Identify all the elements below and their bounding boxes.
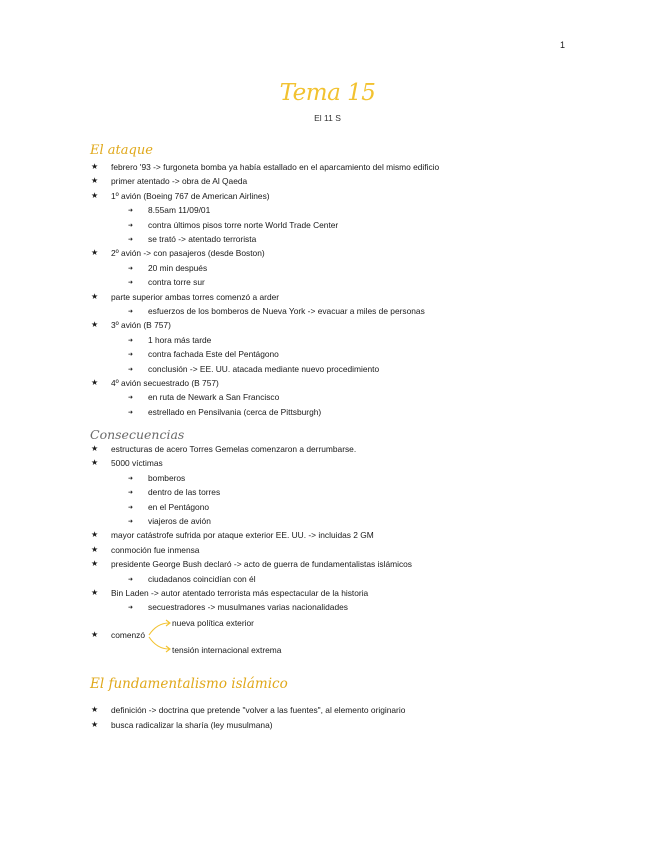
arrow-bullet-icon: ➜ xyxy=(128,237,134,243)
list-item xyxy=(91,162,440,172)
list-item xyxy=(91,176,248,187)
list-item xyxy=(128,602,348,613)
list-item xyxy=(128,487,221,498)
arrow-bullet-icon: ➜ xyxy=(128,475,134,482)
list-item-text: en el Pentágono xyxy=(148,501,210,512)
list-item-text: 20 min después xyxy=(148,262,208,273)
list-item-text: definición -> doctrina que pretende "volver a las fuentes", al elemento originario xyxy=(111,705,406,715)
arrow-bullet-icon: ➜ xyxy=(128,366,134,373)
list-item-text: esfuerzos de los bomberos de Nueva York -> evacuar a miles de personas xyxy=(148,306,425,316)
arrow-bullet-icon: ➜ xyxy=(128,519,134,525)
branch-item xyxy=(91,630,145,640)
section-heading-ataque: El ataque xyxy=(90,143,153,158)
star-bullet-icon: ★ xyxy=(91,705,99,714)
star-bullet-icon: ★ xyxy=(91,248,99,258)
arrow-bullet-icon: ➜ xyxy=(128,605,134,612)
list-item xyxy=(128,349,279,360)
arrow-bullet-icon: ➜ xyxy=(128,208,134,215)
list-item xyxy=(91,320,171,331)
list-item xyxy=(128,219,339,230)
star-bullet-icon: ★ xyxy=(91,630,99,639)
star-bullet-icon: ★ xyxy=(91,588,99,597)
list-item xyxy=(128,205,211,216)
list-item xyxy=(91,190,270,201)
list-item-text: conclusión -> EE. UU. atacada mediante nuevo procedimiento xyxy=(148,363,380,374)
arrow-bullet-icon: ➜ xyxy=(128,337,134,344)
star-bullet-icon: ★ xyxy=(91,176,99,186)
list-item-text: 5000 víctimas xyxy=(111,458,163,469)
page-number: 1 xyxy=(559,40,565,50)
list-item xyxy=(91,248,265,259)
page-subtitle: El 11 S xyxy=(314,113,341,123)
list-item xyxy=(128,334,212,345)
list-item-text: mayor catástrofe sufrida por ataque exterior EE. UU. -> incluidas 2 GM xyxy=(111,530,374,541)
list-item xyxy=(128,277,205,288)
list-item-text: conmoción fue inmensa xyxy=(111,544,200,555)
list-item-text: dentro de las torres xyxy=(148,487,221,498)
list-item xyxy=(91,291,280,302)
list-item xyxy=(128,306,425,316)
section-heading-fundamentalismo: El fundamentalismo islámico xyxy=(90,676,288,692)
arrow-bullet-icon: ➜ xyxy=(128,309,134,315)
list-item-text: contra fachada Este del Pentágono xyxy=(148,349,279,360)
list-item-text: parte superior ambas torres comenzó a arder xyxy=(111,291,280,302)
arrow-bullet-icon: ➜ xyxy=(128,576,134,583)
arrow-bullet-icon: ➜ xyxy=(128,265,134,272)
list-item-text: bomberos xyxy=(148,472,186,483)
list-item xyxy=(91,559,412,570)
list-item xyxy=(128,472,186,483)
arrow-bullet-icon: ➜ xyxy=(128,504,134,511)
list-item xyxy=(91,544,200,555)
section-heading-consecuencias: Consecuencias xyxy=(90,427,185,442)
list-item xyxy=(128,262,208,273)
list-item-text: 3º avión (B 757) xyxy=(111,320,171,331)
list-item-text: en ruta de Newark a San Francisco xyxy=(148,392,280,403)
list-item-text: 8.55am 11/09/01 xyxy=(148,205,211,216)
branch-label: comenzó xyxy=(111,630,145,640)
star-bullet-icon: ★ xyxy=(91,291,99,301)
list-item-text: 1 hora más tarde xyxy=(148,334,212,345)
list-item-text: presidente George Bush declaró -> acto de guerra de fundamentalistas islámicos xyxy=(111,559,412,570)
list-item xyxy=(128,573,256,584)
list-item-text: se trató -> atentado terrorista xyxy=(148,234,257,244)
list-item-text: viajeros de avión xyxy=(148,516,211,526)
list-item xyxy=(91,705,406,715)
star-bullet-icon: ★ xyxy=(91,320,99,330)
arrow-bullet-icon: ➜ xyxy=(128,490,134,497)
list-item xyxy=(128,363,380,374)
star-bullet-icon: ★ xyxy=(91,162,99,171)
star-bullet-icon: ★ xyxy=(91,458,99,468)
list-item xyxy=(128,234,257,244)
star-bullet-icon: ★ xyxy=(91,190,99,200)
arrow-bullet-icon: ➜ xyxy=(128,280,134,287)
star-bullet-icon: ★ xyxy=(91,544,99,554)
page-title: Tema 15 xyxy=(279,80,376,106)
list-item-text: busca radicalizar la sharía (ley musulmana) xyxy=(111,719,273,730)
list-item xyxy=(91,588,369,598)
list-item-text: secuestradores -> musulmanes varias nacionalidades xyxy=(148,602,348,613)
list-item-text: 2º avión -> con pasajeros (desde Boston) xyxy=(111,248,265,259)
list-item-text: Bin Laden -> autor atentado terrorista más espectacular de la historia xyxy=(111,588,369,598)
star-bullet-icon: ★ xyxy=(91,559,99,569)
list-item-text: febrero '93 -> furgoneta bomba ya había estallado en el aparcamiento del mismo edificio xyxy=(111,162,440,172)
list-item xyxy=(91,444,357,454)
list-item-text: primer atentado -> obra de Al Qaeda xyxy=(111,176,248,187)
arrow-bullet-icon: ➜ xyxy=(128,222,134,229)
arrow-bullet-icon: ➜ xyxy=(128,395,134,402)
list-item xyxy=(128,406,322,417)
branch-bottom: tensión internacional extrema xyxy=(172,645,282,655)
list-item xyxy=(128,516,211,526)
list-item xyxy=(128,392,280,403)
list-item-text: contra últimos pisos torre norte World Trade Center xyxy=(148,219,339,230)
list-item-text: 1º avión (Boeing 767 de American Airlines) xyxy=(111,190,270,201)
star-bullet-icon: ★ xyxy=(91,378,99,387)
list-item-text: estructuras de acero Torres Gemelas comenzaron a derrumbarse. xyxy=(111,444,357,454)
list-item-text: estrellado en Pensilvania (cerca de Pittsburgh) xyxy=(148,406,322,417)
star-bullet-icon: ★ xyxy=(91,530,99,540)
list-item xyxy=(91,378,219,388)
list-item-text: ciudadanos coincidían con él xyxy=(148,573,256,584)
branch-top: nueva política exterior xyxy=(172,618,254,628)
arrow-bullet-icon: ➜ xyxy=(128,409,134,416)
list-item xyxy=(91,719,273,730)
star-bullet-icon: ★ xyxy=(91,719,99,729)
list-item-text: 4º avión secuestrado (B 757) xyxy=(111,378,219,388)
star-bullet-icon: ★ xyxy=(91,444,99,453)
arrow-bullet-icon: ➜ xyxy=(128,352,134,359)
list-item xyxy=(128,501,210,512)
list-item xyxy=(91,530,374,541)
list-item xyxy=(91,458,163,469)
list-item-text: contra torre sur xyxy=(148,277,205,288)
